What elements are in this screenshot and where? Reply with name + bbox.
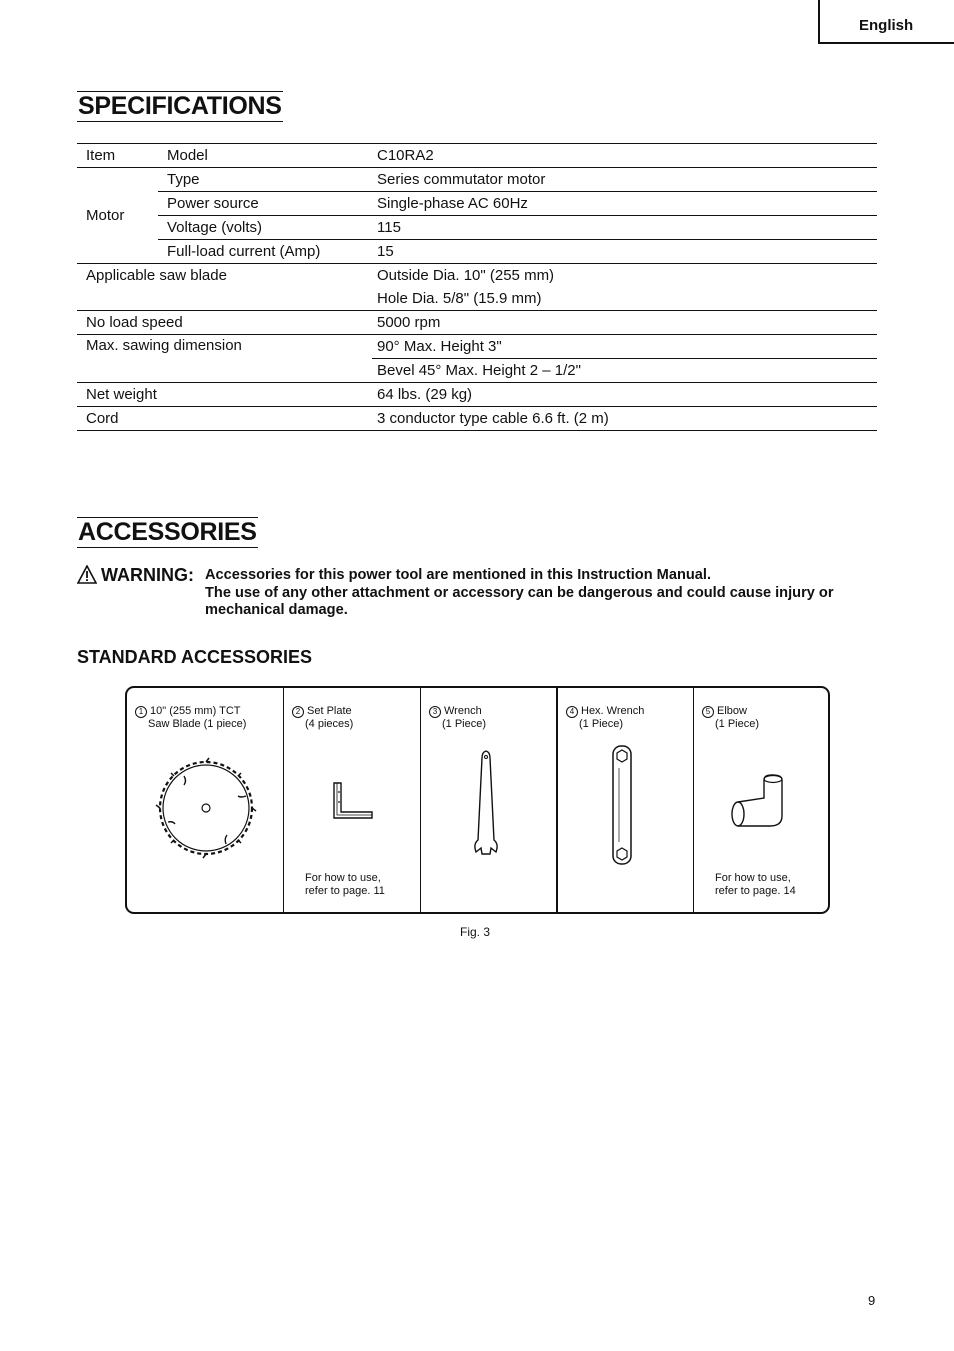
spec-label: Cord xyxy=(77,407,372,431)
item-quantity: (1 Piece) xyxy=(579,718,624,730)
item-number: 4 xyxy=(566,706,578,718)
spec-value: 90° Max. Height 3" xyxy=(372,335,877,359)
item-name: Wrench xyxy=(444,705,482,717)
accessory-item xyxy=(283,688,420,912)
item-number: 1 xyxy=(135,706,147,718)
spec-value: Outside Dia. 10" (255 mm) xyxy=(377,267,555,284)
item-quantity: (4 pieces) xyxy=(305,718,354,730)
table-row xyxy=(77,192,877,216)
specifications-title: SPECIFICATIONS xyxy=(78,92,282,120)
table-row xyxy=(77,335,877,359)
item-name: 10" (255 mm) TCT xyxy=(150,705,241,717)
table-row xyxy=(77,144,877,168)
item-reference: For how to use, xyxy=(715,872,791,884)
spec-sublabel: Model xyxy=(158,144,372,168)
warning-triangle-icon xyxy=(77,565,97,584)
warning-label: WARNING: xyxy=(101,565,194,585)
accessories-title: ACCESSORIES xyxy=(78,518,257,546)
spec-sublabel: Voltage (volts) xyxy=(158,216,372,240)
spec-value: 5000 rpm xyxy=(372,311,877,335)
item-number: 3 xyxy=(429,706,441,718)
spec-value: Hole Dia. 5/8" (15.9 mm) xyxy=(372,287,877,311)
item-quantity: Saw Blade (1 piece) xyxy=(148,718,247,730)
language-label: English xyxy=(859,17,914,34)
table-row xyxy=(77,311,877,335)
warning-line-2: The use of any other attachment or accessory can be dangerous and could cause injury or mechanical damage. xyxy=(205,584,834,618)
spec-value: 15 xyxy=(372,240,877,264)
spec-value: 115 xyxy=(372,216,877,240)
item-quantity: (1 Piece) xyxy=(442,718,487,730)
item-number: 2 xyxy=(292,706,304,718)
item-reference: For how to use, xyxy=(305,872,381,884)
table-row xyxy=(77,287,877,311)
accessory-item xyxy=(127,688,283,912)
wrench-icon xyxy=(471,748,501,858)
warning-text xyxy=(205,567,895,620)
set-plate-icon xyxy=(330,780,376,822)
standard-accessories-title: STANDARD ACCESSORIES xyxy=(77,647,313,667)
spec-value: 64 lbs. (29 kg) xyxy=(372,383,877,407)
spec-value: 3 conductor type cable 6.6 ft. (2 m) xyxy=(372,407,877,431)
saw-blade-icon xyxy=(154,756,258,860)
item-quantity: (1 Piece) xyxy=(715,718,760,730)
spec-label: Net weight xyxy=(77,383,372,407)
accessory-item xyxy=(693,688,828,912)
item-reference: refer to page. 14 xyxy=(715,885,796,897)
spec-label: Max. sawing dimension xyxy=(77,335,372,383)
table-row xyxy=(77,407,877,431)
hex-wrench-icon xyxy=(610,744,634,866)
spec-label: No load speed xyxy=(77,311,372,335)
item-reference: refer to page. 11 xyxy=(305,885,385,897)
spec-value: C10RA2 xyxy=(372,144,877,168)
accessory-item xyxy=(420,688,556,912)
spec-value: Series commutator motor xyxy=(372,168,877,192)
warning-label-wrap xyxy=(77,565,194,586)
table-row xyxy=(77,216,877,240)
item-number: 5 xyxy=(702,706,714,718)
item-name: Elbow xyxy=(717,705,747,717)
warning-line-1: Accessories for this power tool are mentioned in this Instruction Manual. xyxy=(205,567,711,583)
spec-label: Motor xyxy=(77,168,158,264)
spec-label: Applicable saw blade xyxy=(86,267,227,284)
item-name: Set Plate xyxy=(307,705,352,717)
table-row xyxy=(77,383,877,407)
accessories-figure xyxy=(125,686,830,914)
spec-label: Item xyxy=(77,144,158,168)
figure-caption: Fig. 3 xyxy=(460,925,491,939)
spec-sublabel: Power source xyxy=(158,192,372,216)
specifications-table xyxy=(77,143,877,431)
table-row xyxy=(77,240,877,264)
spec-sublabel: Type xyxy=(158,168,372,192)
language-tab xyxy=(818,0,954,44)
table-row xyxy=(77,264,877,288)
table-row xyxy=(77,168,877,192)
spec-sublabel: Full-load current (Amp) xyxy=(158,240,372,264)
item-name: Hex. Wrench xyxy=(581,705,645,717)
accessory-item xyxy=(556,688,693,912)
elbow-icon xyxy=(728,772,792,832)
page-number: 9 xyxy=(868,1293,876,1308)
spec-value: Single-phase AC 60Hz xyxy=(372,192,877,216)
spec-value: Bevel 45° Max. Height 2 – 1/2" xyxy=(372,359,877,383)
